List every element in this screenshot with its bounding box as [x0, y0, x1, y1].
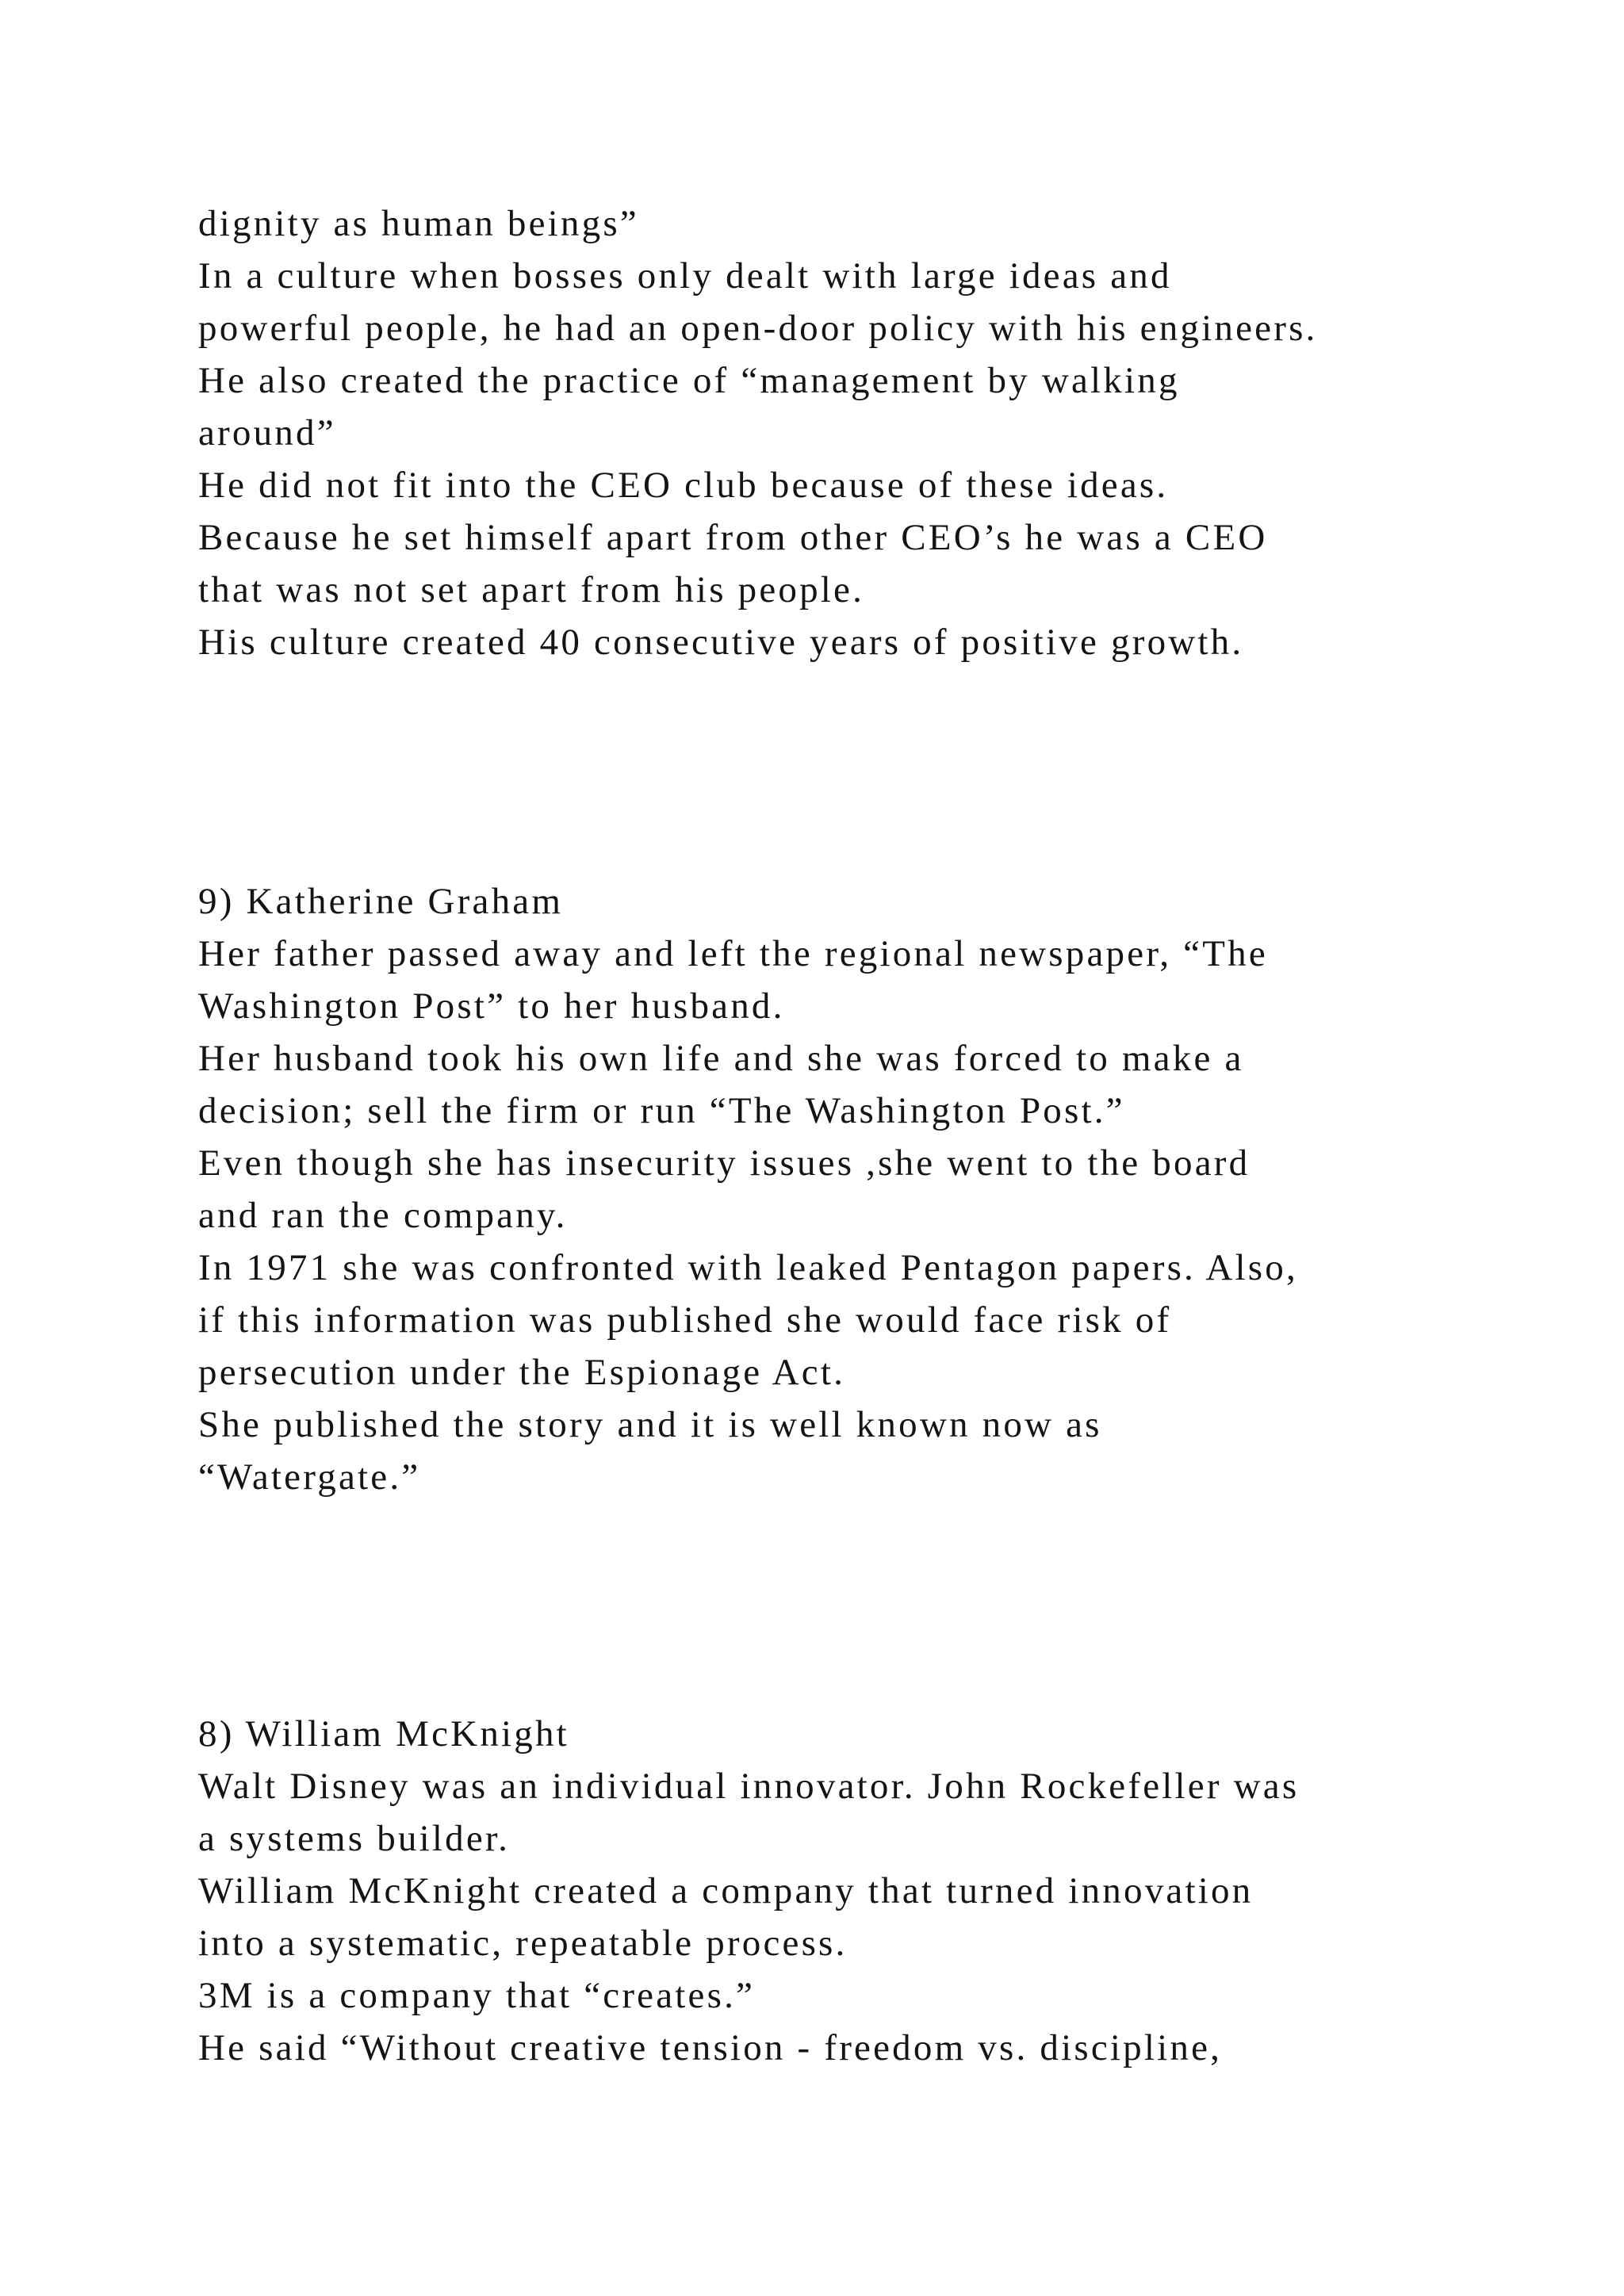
text-line: around”	[198, 412, 336, 453]
text-line: She published the story and it is well known now as	[198, 1404, 1102, 1445]
text-line: In 1971 she was confronted with leaked Pentagon papers. Also,	[198, 1247, 1298, 1288]
text-line: Walt Disney was an individual innovator. John Rockefeller was	[198, 1766, 1300, 1807]
text-line: powerful people, he had an open-door policy with his engineers.	[198, 308, 1318, 349]
text-line: Because he set himself apart from other CEO’s he was a CEO	[198, 517, 1268, 558]
text-line: In a culture when bosses only dealt with large ideas and	[198, 255, 1172, 297]
text-line: Her husband took his own life and she was forced to make a	[198, 1038, 1244, 1079]
section-katherine-graham	[198, 875, 1467, 1503]
text-line: He also created the practice of “management by walking	[198, 360, 1180, 401]
text-line: “Watergate.”	[198, 1456, 421, 1498]
text-line: dignity as human beings”	[198, 203, 639, 244]
text-line: that was not set apart from his people.	[198, 569, 865, 610]
section-heading: 9) Katherine Graham	[198, 881, 564, 922]
paragraph-block-hp-culture	[198, 197, 1467, 668]
text-line: He said “Without creative tension - freedom vs. discipline,	[198, 2027, 1223, 2068]
text-line: Her father passed away and left the regional newspaper, “The	[198, 933, 1268, 974]
text-line: a systems builder.	[198, 1818, 511, 1859]
text-line: decision; sell the firm or run “The Washington Post.”	[198, 1090, 1125, 1131]
text-line: persecution under the Espionage Act.	[198, 1352, 846, 1393]
text-line: William McKnight created a company that turned innovation	[198, 1870, 1254, 1911]
text-line: Washington Post” to her husband.	[198, 985, 785, 1027]
text-line: Even though she has insecurity issues ,she went to the board	[198, 1142, 1251, 1184]
text-line: His culture created 40 consecutive years of positive growth.	[198, 622, 1244, 663]
text-line: if this information was published she would face risk of	[198, 1299, 1172, 1341]
text-line: He did not fit into the CEO club because of these ideas.	[198, 465, 1169, 506]
section-heading: 8) William McKnight	[198, 1713, 569, 1755]
text-line: into a systematic, repeatable process.	[198, 1923, 848, 1964]
text-line: 3M is a company that “creates.”	[198, 1975, 756, 2016]
section-william-mcknight	[198, 1708, 1467, 2074]
text-line: and ran the company.	[198, 1195, 568, 1236]
